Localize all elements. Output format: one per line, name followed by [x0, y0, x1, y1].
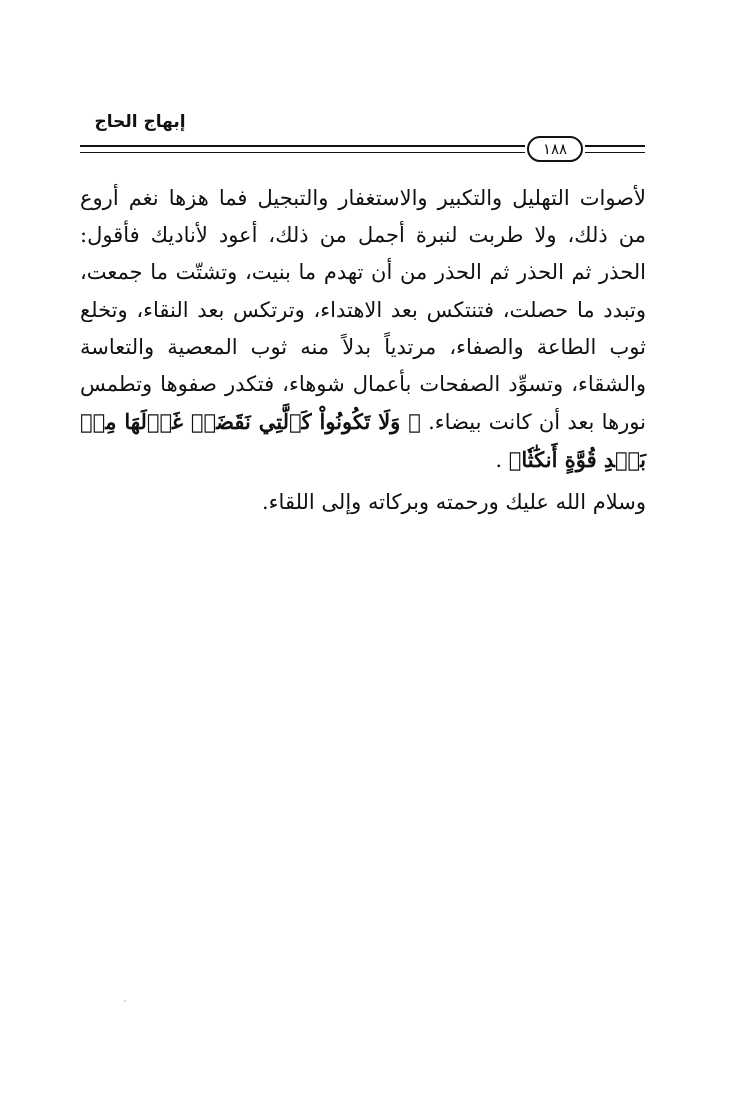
paragraph-text: لأصوات التهليل والتكبير والاستغفار والتبجيل فما هزها نغم أروع من ذلك، ولا طربت لنبرة أجمل من ذلك، أعود لأناديك فأقول: الحذر ثم الحذر ثم الحذر من أن تهدم ما بنيت، وتشتّت ما جمعت، وتبدد ما حصلت، فتنتكس بعد الاهتداء، وترتكس بعد النقاء، وتخلع ثوب الطاعة والصفاء، مرتدياً بدلاً منه ثوب المعصية والتعاسة والشقاء، وتسوِّد الصفحات بأعمال شوهاء، فتكدر صفوها وتطمس نورها بعد أن كانت بيضاء.	[80, 186, 646, 435]
header-rule	[585, 145, 645, 147]
main-text	[80, 180, 646, 521]
page-number: ١٨٨	[527, 136, 583, 162]
header-rule	[80, 152, 525, 153]
header-rule	[585, 152, 645, 153]
quran-verse: ﴿ وَلَا تَكُونُواْ كَٱلَّتِي نَقَضَتۡ غَزۡلَهَا مِنۢ بَعۡدِ قُوَّةٍ أَنكَٰثٗا﴾	[80, 409, 646, 473]
closing-line: وسلام الله عليك ورحمته وبركاته وإلى اللقاء.	[262, 489, 646, 514]
scan-speck	[124, 1000, 126, 1002]
paragraph	[80, 180, 646, 480]
running-title: إبهاج الحاج	[94, 112, 186, 132]
verse-end-punctuation: .	[495, 448, 503, 473]
header-rule	[80, 145, 525, 147]
